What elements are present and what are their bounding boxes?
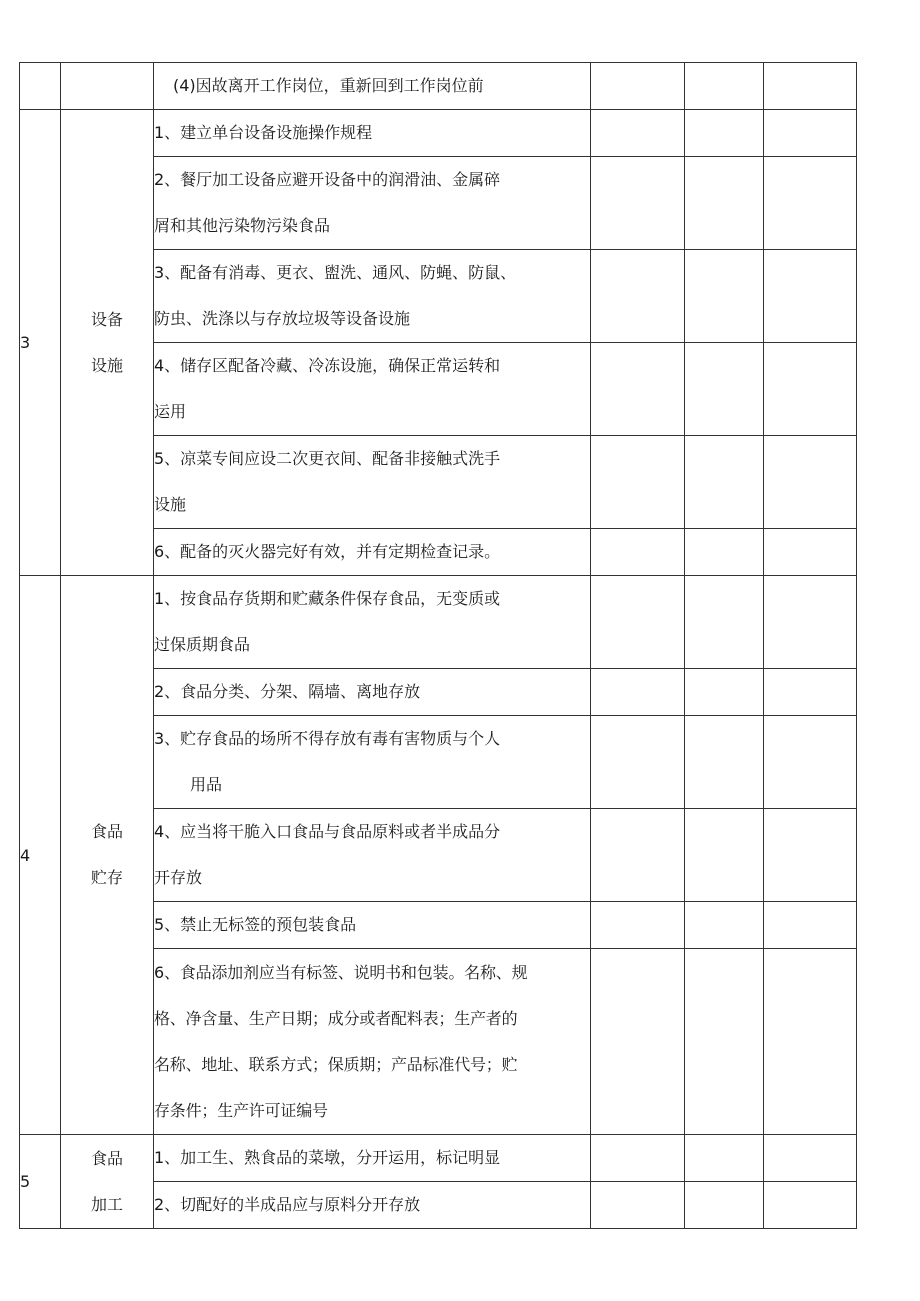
check-item: 5、禁止无标签的预包装食品 (154, 902, 591, 949)
blank-cell[interactable] (591, 949, 685, 1135)
blank-cell[interactable] (685, 576, 764, 669)
blank-cell[interactable] (685, 716, 764, 809)
check-item: 2、切配好的半成品应与原料分开存放 (154, 1182, 591, 1229)
blank-cell[interactable] (591, 529, 685, 576)
check-item: 5、凉菜专间应设二次更衣间、配备非接触式洗手 设施 (154, 436, 591, 529)
check-item: 6、食品添加剂应当有标签、说明书和包装。名称、规 格、净含量、生产日期；成分或者配料表；生产者的 名称、地址、联系方式；保质期；产品标准代号；贮 存条件；生产许可证编号 (154, 949, 591, 1135)
blank-cell[interactable] (764, 1182, 857, 1229)
blank-cell[interactable] (685, 436, 764, 529)
row-number (20, 63, 61, 110)
blank-cell[interactable] (591, 250, 685, 343)
blank-cell[interactable] (764, 1135, 857, 1182)
check-item: 1、加工生、熟食品的菜墩，分开运用，标记明显 (154, 1135, 591, 1182)
inspection-table (19, 62, 857, 1229)
check-item: 2、食品分类、分架、隔墙、离地存放 (154, 669, 591, 716)
blank-cell[interactable] (764, 716, 857, 809)
blank-cell[interactable] (764, 809, 857, 902)
section-category: 食品 贮存 (61, 576, 154, 1135)
blank-cell[interactable] (685, 157, 764, 250)
blank-cell[interactable] (764, 576, 857, 669)
table-row (20, 1135, 857, 1182)
blank-cell[interactable] (591, 1182, 685, 1229)
blank-cell[interactable] (764, 63, 857, 110)
blank-cell[interactable] (764, 949, 857, 1135)
blank-cell[interactable] (685, 110, 764, 157)
blank-cell[interactable] (591, 576, 685, 669)
blank-cell[interactable] (685, 250, 764, 343)
check-item: 3、贮存食品的场所不得存放有毒有害物质与个人 用品 (154, 716, 591, 809)
blank-cell[interactable] (764, 436, 857, 529)
section-category: 食品 加工 (61, 1135, 154, 1229)
blank-cell[interactable] (685, 1182, 764, 1229)
blank-cell[interactable] (764, 250, 857, 343)
blank-cell[interactable] (591, 63, 685, 110)
section-number: 5 (20, 1135, 61, 1229)
blank-cell[interactable] (685, 529, 764, 576)
section-number: 3 (20, 110, 61, 576)
blank-cell[interactable] (764, 110, 857, 157)
blank-cell[interactable] (764, 902, 857, 949)
check-item: 3、配备有消毒、更衣、盥洗、通风、防蝇、防鼠、 防虫、洗涤以与存放垃圾等设备设施 (154, 250, 591, 343)
blank-cell[interactable] (685, 902, 764, 949)
blank-cell[interactable] (685, 1135, 764, 1182)
section-number: 4 (20, 576, 61, 1135)
blank-cell[interactable] (591, 343, 685, 436)
blank-cell[interactable] (591, 1135, 685, 1182)
row-category (61, 63, 154, 110)
blank-cell[interactable] (685, 809, 764, 902)
check-item: 1、按食品存货期和贮藏条件保存食品，无变质或 过保质期食品 (154, 576, 591, 669)
blank-cell[interactable] (591, 809, 685, 902)
blank-cell[interactable] (591, 716, 685, 809)
blank-cell[interactable] (685, 949, 764, 1135)
blank-cell[interactable] (685, 63, 764, 110)
blank-cell[interactable] (591, 110, 685, 157)
blank-cell[interactable] (764, 157, 857, 250)
section-category: 设备 设施 (61, 110, 154, 576)
check-item: (4)因故离开工作岗位，重新回到工作岗位前 (154, 63, 591, 110)
blank-cell[interactable] (764, 669, 857, 716)
blank-cell[interactable] (685, 669, 764, 716)
check-item: 4、应当将干脆入口食品与食品原料或者半成品分 开存放 (154, 809, 591, 902)
blank-cell[interactable] (591, 157, 685, 250)
blank-cell[interactable] (591, 669, 685, 716)
blank-cell[interactable] (764, 343, 857, 436)
check-item: 4、储存区配备冷藏、冷冻设施，确保正常运转和 运用 (154, 343, 591, 436)
check-item: 6、配备的灭火器完好有效，并有定期检查记录。 (154, 529, 591, 576)
check-item: 1、建立单台设备设施操作规程 (154, 110, 591, 157)
check-item: 2、餐厅加工设备应避开设备中的润滑油、金属碎 屑和其他污染物污染食品 (154, 157, 591, 250)
blank-cell[interactable] (591, 902, 685, 949)
table-row (20, 576, 857, 669)
blank-cell[interactable] (685, 343, 764, 436)
table-row (20, 63, 857, 110)
blank-cell[interactable] (591, 436, 685, 529)
table-row (20, 110, 857, 157)
blank-cell[interactable] (764, 529, 857, 576)
